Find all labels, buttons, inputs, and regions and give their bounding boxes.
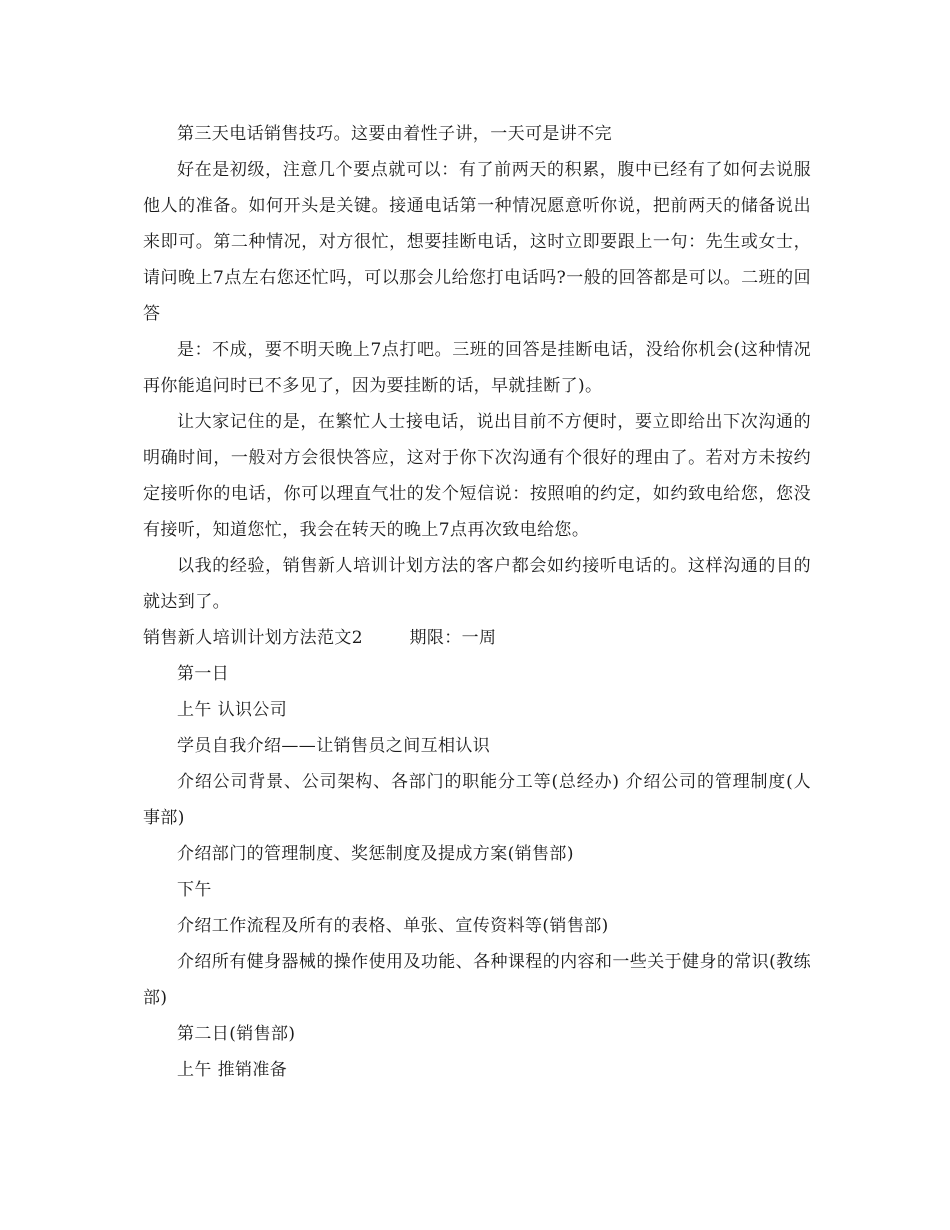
list-item: 介绍部门的管理制度、奖惩制度及提成方案(销售部): [177, 844, 574, 864]
paragraph: 以我的经验，销售新人培训计划方法的客户都会如约接听电话的。这样沟通的目的就达到了。: [143, 556, 811, 612]
document-page: [143, 116, 811, 1088]
paragraph: 让大家记住的是，在繁忙人士接电话，说出目前不方便时，要立即给出下次沟通的明确时间，一般对方会很快答应，这对于你下次沟通有个很好的理由了。若对方未按约定接听你的电话，你可以理直气壮的发个短信说：按照咱的约定，如约致电给您，您没有接听，知道您忙，我会在转天的晚上7点再次致电给您。: [143, 412, 811, 540]
day-heading: 第二日(销售部): [177, 1024, 296, 1044]
list-item: 介绍公司背景、公司架构、各部门的职能分工等(总经办) 介绍公司的管理制度(人事部): [143, 772, 811, 828]
session-heading: 上午 认识公司: [177, 700, 288, 720]
session-heading: 上午 推销准备: [177, 1060, 288, 1080]
list-item: 学员自我介绍——让销售员之间互相认识: [177, 736, 491, 756]
paragraph: 好在是初级，注意几个要点就可以：有了前两天的积累，腹中已经有了如何去说服他人的准备。如何开头是关键。接通电话第一种情况愿意听你说，把前两天的储备说出来即可。第二种情况，对方很忙，想要挂断电话，这时立即要跟上一句：先生或女士，请问晚上7点左右您还忙吗，可以那会儿给您打电话吗?一般的回答都是可以。二班的回答: [143, 160, 811, 324]
list-item: 介绍所有健身器械的操作使用及功能、各种课程的内容和一些关于健身的常识(教练部): [143, 952, 811, 1008]
list-item: 介绍工作流程及所有的表格、单张、宣传资料等(销售部): [177, 916, 609, 936]
paragraph: 是：不成，要不明天晚上7点打吧。三班的回答是挂断电话，没给你机会(这种情况再你能追问时已不多见了，因为要挂断的话，早就挂断了)。: [143, 340, 811, 396]
session-heading: 下午: [177, 880, 212, 900]
day-heading: 第一日: [177, 664, 230, 684]
paragraph: 第三天电话销售技巧。这要由着性子讲，一天可是讲不完: [177, 124, 612, 144]
section-heading: 销售新人培训计划方法范文2 期限：一周: [143, 628, 497, 648]
